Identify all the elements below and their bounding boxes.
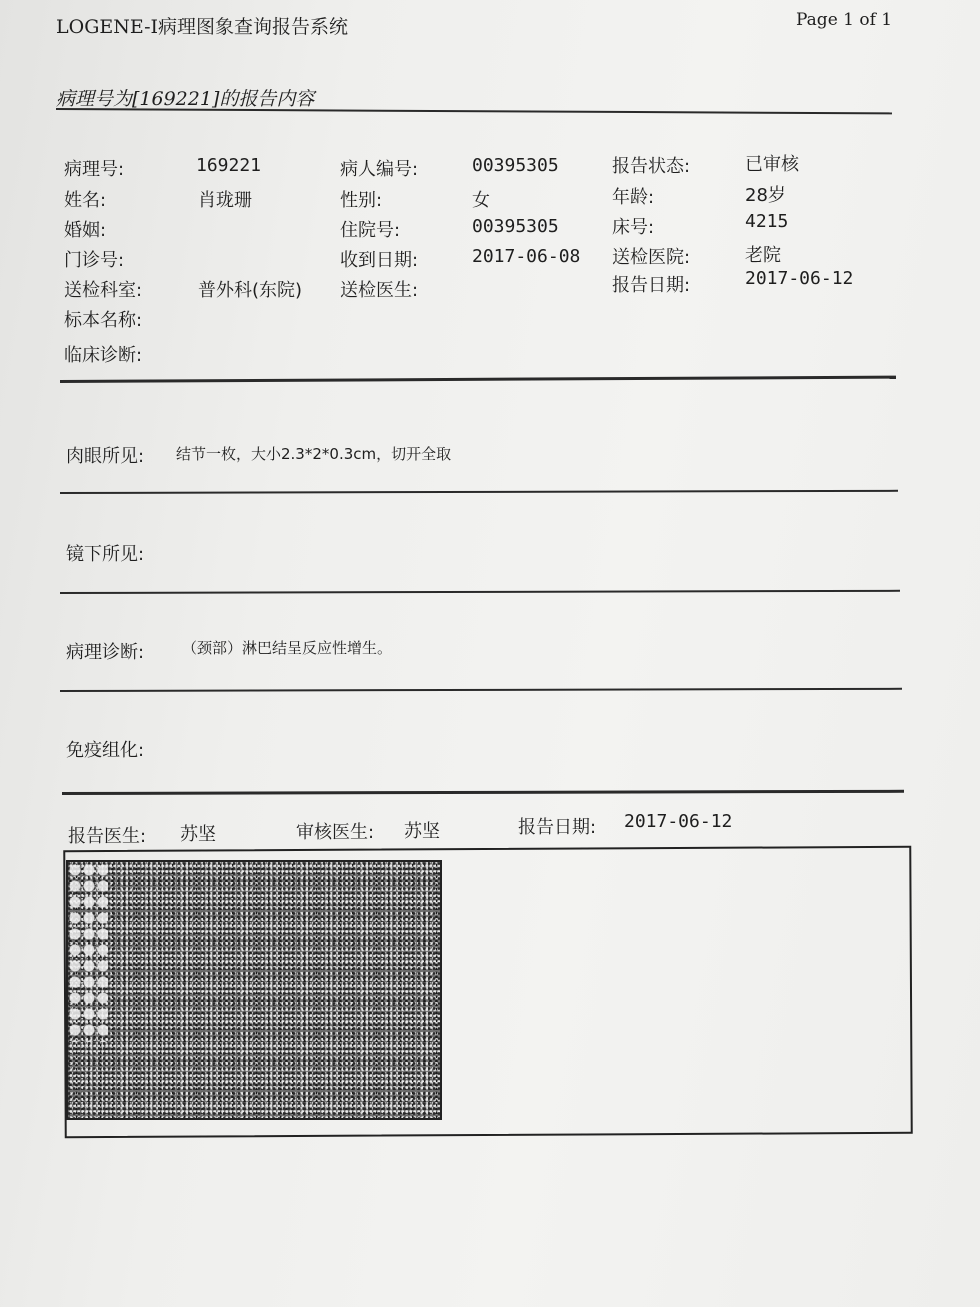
department-value: 普外科(东院) (198, 280, 303, 301)
gross-divider (60, 490, 898, 494)
report-status-value: 已审核 (745, 154, 799, 175)
ihc-label: 免疫组化: (66, 740, 145, 761)
reviewing-doctor-label: 审核医生: (296, 822, 375, 843)
referring-doctor-label: 送检医生: (340, 280, 419, 301)
received-date-value: 2017-06-08 (472, 246, 581, 267)
pathology-no-label: 病理号: (64, 159, 125, 180)
microscopic-divider (60, 590, 900, 594)
sex-label: 性别: (340, 190, 383, 211)
bed-no-label: 床号: (612, 217, 655, 238)
info-divider (60, 376, 896, 383)
specimen-label: 标本名称: (64, 310, 143, 331)
microscopic-label: 镜下所见: (66, 544, 145, 565)
report-status-label: 报告状态: (612, 156, 691, 177)
outpatient-no-label: 门诊号: (64, 250, 125, 271)
report-date-label: 报告日期: (612, 275, 691, 296)
pathology-diagnosis-label: 病理诊断: (66, 642, 145, 663)
inpatient-no-value: 00395305 (472, 216, 559, 237)
footer-report-date-value: 2017-06-12 (624, 811, 733, 832)
marriage-label: 婚姻: (64, 220, 107, 241)
patient-id-label: 病人编号: (340, 159, 419, 180)
report-heading: 病理号为[169221]的报告内容 (56, 88, 315, 110)
department-label: 送检科室: (64, 280, 143, 301)
gross-value: 结节一枚，大小2.3*2*0.3cm，切开全取 (176, 445, 452, 463)
sex-value: 女 (472, 190, 490, 211)
report-date-value: 2017-06-12 (745, 268, 854, 289)
diagnosis-divider (60, 688, 902, 692)
bed-no-value: 4215 (745, 211, 789, 232)
pathology-no-value: 169221 (196, 155, 262, 176)
micrograph-cells (68, 862, 108, 1042)
heading-divider (56, 108, 892, 114)
system-title: LOGENE-I病理图象查询报告系统 (56, 16, 349, 38)
name-value: 肖珑珊 (198, 190, 252, 211)
gross-label: 肉眼所见: (66, 446, 145, 467)
pathology-diagnosis-value: （颈部）淋巴结呈反应性增生。 (182, 639, 393, 657)
micrograph-image (66, 860, 442, 1120)
age-label: 年龄: (612, 187, 655, 208)
reviewing-doctor-value: 苏坚 (404, 821, 440, 842)
reporting-doctor-label: 报告医生: (68, 826, 147, 847)
received-date-label: 收到日期: (340, 250, 419, 271)
footer-report-date-label: 报告日期: (518, 817, 597, 838)
name-label: 姓名: (64, 190, 107, 211)
hospital-label: 送检医院: (612, 247, 691, 268)
ihc-divider (62, 790, 904, 795)
patient-id-value: 00395305 (472, 155, 559, 176)
inpatient-no-label: 住院号: (340, 220, 401, 241)
clinical-diagnosis-label: 临床诊断: (64, 345, 143, 366)
hospital-value: 老院 (745, 245, 781, 266)
reporting-doctor-value: 苏坚 (180, 824, 216, 845)
age-value: 28岁 (745, 185, 786, 206)
page-indicator: Page 1 of 1 (796, 10, 893, 30)
